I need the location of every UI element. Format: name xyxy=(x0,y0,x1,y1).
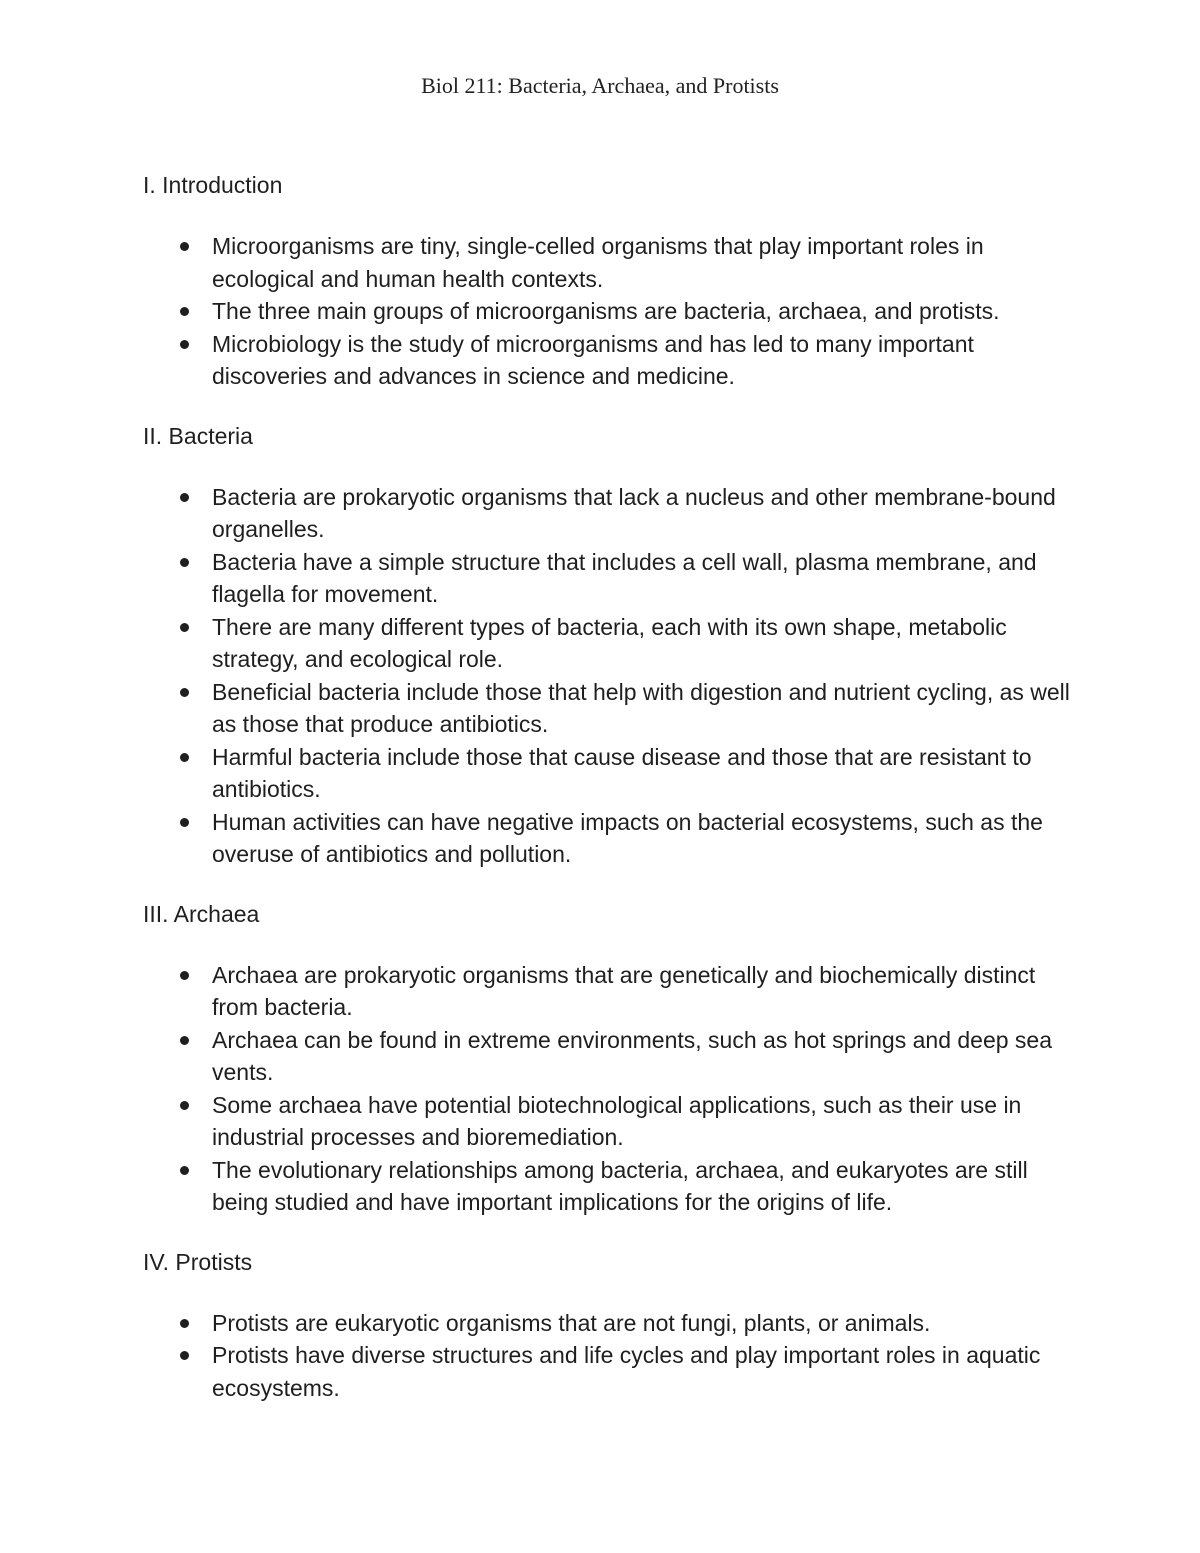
section-heading: III. Archaea xyxy=(143,900,260,927)
bullet-text: Bacteria are prokaryotic organisms that lack a nucleus and other membrane-bound organelles. xyxy=(212,483,1056,542)
section-heading: IV. Protists xyxy=(143,1248,253,1275)
bullet-icon xyxy=(180,1351,189,1360)
bullet-list xyxy=(143,1307,1083,1405)
bullet-text: Archaea can be found in extreme environments, such as hot springs and deep sea vents. xyxy=(212,1026,1053,1085)
list-item xyxy=(143,1154,1083,1219)
bullet-icon xyxy=(180,623,189,632)
bullet-icon xyxy=(180,1319,189,1328)
bullet-icon xyxy=(180,1036,189,1045)
bullet-icon xyxy=(180,753,189,762)
list-item xyxy=(143,1339,1083,1404)
section-heading: II. Bacteria xyxy=(143,422,253,449)
section-bacteria xyxy=(143,420,1083,871)
bullet-text: Bacteria have a simple structure that includes a cell wall, plasma membrane, and flagella for movement. xyxy=(212,548,1037,607)
bullet-icon xyxy=(180,340,189,349)
document-body xyxy=(143,169,1083,1404)
bullet-text: Protists have diverse structures and life cycles and play important roles in aquatic ecosystems. xyxy=(212,1342,1041,1401)
bullet-list xyxy=(143,959,1083,1219)
bullet-text: Microorganisms are tiny, single-celled organisms that play important roles in ecological and human health contexts. xyxy=(212,233,984,292)
bullet-icon xyxy=(180,971,189,980)
bullet-icon xyxy=(180,493,189,502)
bullet-icon xyxy=(180,1166,189,1175)
list-item xyxy=(143,295,1083,328)
bullet-text: Protists are eukaryotic organisms that are not fungi, plants, or animals. xyxy=(212,1309,931,1336)
list-item xyxy=(143,1307,1083,1340)
list-item xyxy=(143,481,1083,546)
bullet-list xyxy=(143,230,1083,393)
document-title: Biol 211: Bacteria, Archaea, and Protists xyxy=(421,73,779,98)
bullet-list xyxy=(143,481,1083,871)
section-protists xyxy=(143,1246,1083,1405)
list-item xyxy=(143,611,1083,676)
bullet-icon xyxy=(180,558,189,567)
list-item xyxy=(143,230,1083,295)
list-item xyxy=(143,676,1083,741)
list-item xyxy=(143,328,1083,393)
section-introduction xyxy=(143,169,1083,393)
bullet-icon xyxy=(180,307,189,316)
bullet-text: Archaea are prokaryotic organisms that are genetically and biochemically distinct from bacteria. xyxy=(212,961,1036,1020)
bullet-text: Microbiology is the study of microorganisms and has led to many important discoveries and advances in science and medicine. xyxy=(212,330,974,389)
bullet-text: There are many different types of bacteria, each with its own shape, metabolic strategy, and ecological role. xyxy=(212,613,1007,672)
list-item xyxy=(143,806,1083,871)
bullet-text: The evolutionary relationships among bacteria, archaea, and eukaryotes are still being studied and have important implications for the origins of life. xyxy=(212,1156,1028,1215)
bullet-icon xyxy=(180,818,189,827)
list-item xyxy=(143,959,1083,1024)
list-item xyxy=(143,546,1083,611)
section-archaea xyxy=(143,898,1083,1219)
bullet-text: The three main groups of microorganisms are bacteria, archaea, and protists. xyxy=(212,298,1000,324)
bullet-icon xyxy=(180,1101,189,1110)
bullet-text: Human activities can have negative impacts on bacterial ecosystems, such as the overuse of antibiotics and pollution. xyxy=(212,808,1043,867)
bullet-text: Beneficial bacteria include those that help with digestion and nutrient cycling, as well as those that produce antibiotics. xyxy=(212,678,1070,737)
bullet-text: Some archaea have potential biotechnological applications, such as their use in industrial processes and bioremediation. xyxy=(212,1091,1022,1150)
list-item xyxy=(143,1024,1083,1089)
bullet-text: Harmful bacteria include those that cause disease and those that are resistant to antibiotics. xyxy=(212,743,1032,802)
bullet-icon xyxy=(180,688,189,697)
list-item xyxy=(143,741,1083,806)
bullet-icon xyxy=(180,242,189,251)
section-heading: I. Introduction xyxy=(143,172,283,198)
list-item xyxy=(143,1089,1083,1154)
